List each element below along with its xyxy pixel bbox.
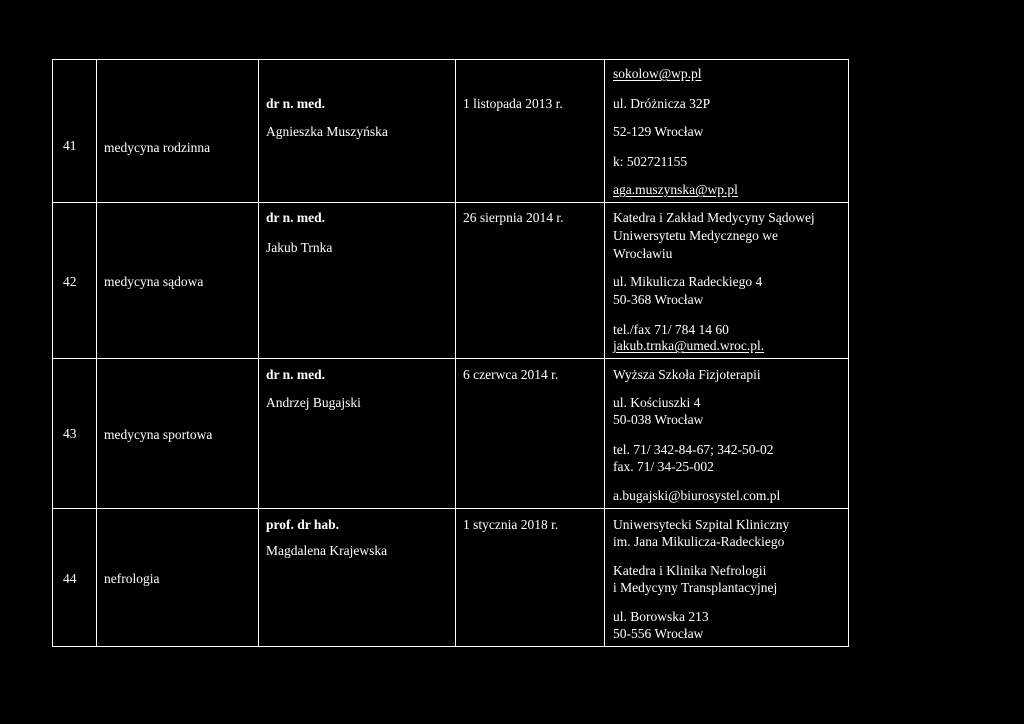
row-number: 41 [63,138,77,153]
doctor-title: prof. dr hab. [266,517,340,532]
row-number: 44 [63,571,77,586]
doctor-title: dr n. med. [266,96,326,111]
address-line: Wyższa Szkoła Fizjoterapii [613,367,761,382]
address-line: Wrocławiu [613,246,673,261]
address-line: 50-368 Wrocław [613,292,704,307]
address-line: Katedra i Klinika Nefrologii [613,563,767,578]
address-line: ul. Borowska 213 [613,609,709,624]
email-link[interactable]: a.bugajski@biurosystel.com.pl [613,488,781,503]
row-number: 42 [63,274,77,289]
doctor-name: Andrzej Bugajski [266,395,361,410]
address-line: ul. Kościuszki 4 [613,395,701,410]
phone: tel. 71/ 342-84-67; 342-50-02 [613,442,774,457]
appointment-date: 26 sierpnia 2014 r. [463,210,564,225]
appointment-date: 6 czerwca 2014 r. [463,367,559,382]
doctor-title: dr n. med. [266,210,326,225]
doctor-title: dr n. med. [266,367,326,382]
specialty: medycyna sportowa [104,427,213,442]
doctor-name: Agnieszka Muszyńska [266,124,388,139]
phone: tel./fax 71/ 784 14 60 [613,322,729,337]
phone: k: 502721155 [613,154,688,169]
specialty: medycyna sądowa [104,274,204,289]
address-line: Uniwersytetu Medycznego we [613,228,778,243]
address-line: Katedra i Zakład Medycyny Sądowej [613,210,815,225]
fax: fax. 71/ 34-25-002 [613,459,714,474]
address-line: 50-038 Wrocław [613,412,704,427]
email-link[interactable]: aga.muszynska@wp.pl [613,182,738,197]
email-link[interactable]: jakub.trnka@umed.wroc.pl. [613,338,765,353]
address-line: 52-129 Wrocław [613,124,704,139]
appointment-date: 1 stycznia 2018 r. [463,517,559,532]
doctor-name: Magdalena Krajewska [266,543,388,558]
appointment-date: 1 listopada 2013 r. [463,96,563,111]
address-line: Uniwersytecki Szpital Kliniczny [613,517,790,532]
address-line: i Medycyny Transplantacyjnej [613,580,778,595]
address-line: im. Jana Mikulicza-Radeckiego [613,534,785,549]
doctor-name: Jakub Trnka [266,240,333,255]
specialty: medycyna rodzinna [104,140,211,155]
address-line: ul. Mikulicza Radeckiego 4 [613,274,763,289]
address-line: 50-556 Wrocław [613,626,704,641]
address-line: ul. Dróżnicza 32P [613,96,711,111]
specialty: nefrologia [104,571,160,586]
prev-email[interactable]: sokolow@wp.pl [613,66,702,81]
row-number: 43 [63,426,77,441]
